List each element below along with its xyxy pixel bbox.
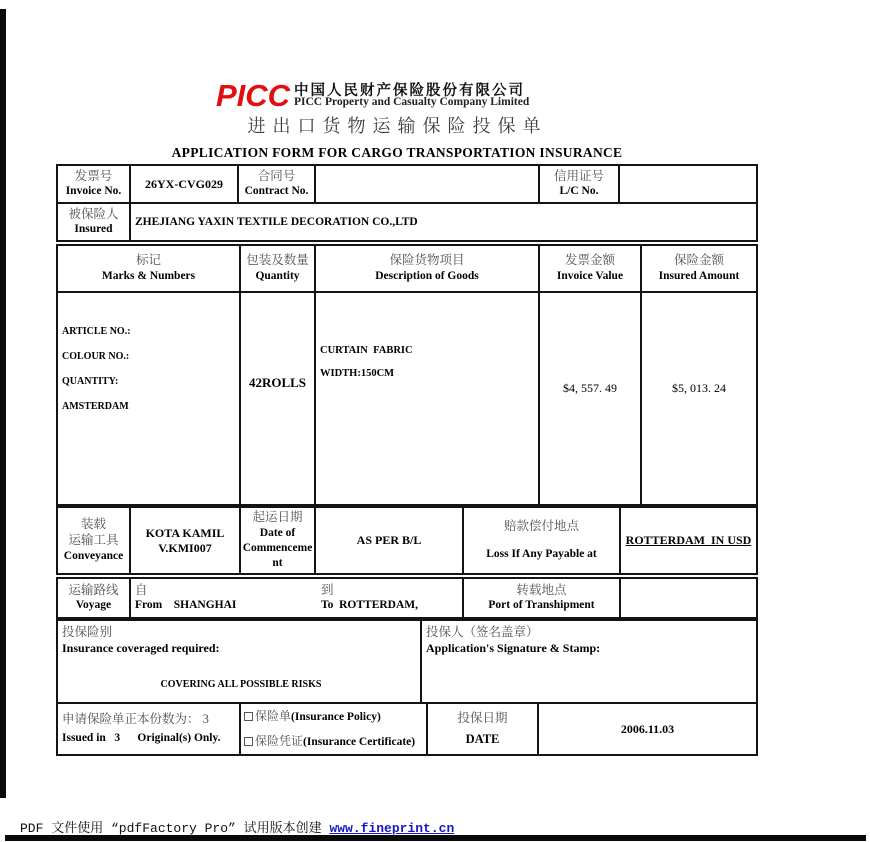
contract-no-label-cn: 合同号 bbox=[257, 168, 296, 183]
quantity-cell bbox=[241, 293, 316, 504]
voyage-label-cn: 运输路线 bbox=[68, 582, 119, 597]
transhipment-value bbox=[621, 579, 756, 617]
quantity-header-cn: 包装及数量 bbox=[246, 253, 309, 268]
policy-option-en: (Insurance Policy) bbox=[291, 711, 381, 723]
description-cell bbox=[316, 293, 540, 504]
contract-no-label bbox=[239, 166, 316, 202]
pdffactory-footer bbox=[20, 817, 454, 836]
invoice-value-header-en: Invoice Value bbox=[556, 269, 624, 282]
bl-clause-text: AS PER B/L bbox=[356, 533, 422, 547]
date-value bbox=[539, 704, 756, 754]
marks-line-1: ARTICLE NO.: bbox=[62, 326, 131, 337]
coverage-label-en: Insurance coveraged required: bbox=[62, 640, 220, 655]
doc-type-cell bbox=[241, 704, 428, 754]
transhipment-label-cn: 转载地点 bbox=[516, 582, 567, 597]
voyage-from bbox=[131, 579, 321, 617]
commencement-label-en1: Date of bbox=[259, 526, 296, 539]
invoice-no-label-en: Invoice No. bbox=[65, 185, 122, 198]
voyage-to-cn: 到 bbox=[321, 582, 334, 597]
transhipment-label-en: Port of Transhipment bbox=[488, 599, 595, 612]
row-insured bbox=[58, 204, 756, 240]
marks-line-3: QUANTITY: bbox=[62, 376, 119, 387]
checkbox-icon bbox=[244, 737, 253, 746]
invoice-no-label-cn: 发票号 bbox=[74, 168, 113, 183]
vessel-value bbox=[131, 508, 241, 573]
invoice-value-header-cn: 发票金额 bbox=[564, 253, 615, 268]
form-title-cn: 进出口货物运输保险投保单 bbox=[247, 116, 548, 136]
marks-line-4: AMSTERDAM bbox=[62, 401, 129, 412]
date-label bbox=[428, 704, 539, 754]
description-header-en: Description of Goods bbox=[375, 269, 479, 282]
contract-no-value bbox=[316, 166, 540, 202]
quantity-text: 42ROLLS bbox=[248, 375, 307, 390]
section-invoice-insured bbox=[56, 164, 758, 242]
voyage-from-text: From SHANGHAI bbox=[135, 599, 237, 612]
section-voyage bbox=[56, 577, 758, 619]
marks-header-cn: 标记 bbox=[135, 253, 161, 268]
signature-label-cn: 投保人（签名盖章） bbox=[426, 625, 539, 639]
description-header-cn: 保险货物项目 bbox=[389, 253, 465, 268]
invoice-no-text: 26YX-CVG029 bbox=[145, 176, 223, 191]
payable-text: ROTTERDAM IN USD bbox=[625, 533, 752, 547]
insured-text: ZHEJIANG YAXIN TEXTILE DECORATION CO.,LTD bbox=[135, 216, 418, 228]
certificate-option-cn: 保险凭证 bbox=[255, 734, 304, 748]
bl-clause-cell bbox=[316, 508, 464, 573]
commencement-label-en2: Commenceme bbox=[242, 541, 313, 554]
coverage-label-cn: 投保险别 bbox=[62, 625, 113, 639]
issued-box bbox=[58, 704, 241, 754]
row-invoice bbox=[58, 166, 756, 204]
section-goods bbox=[56, 244, 758, 506]
insured-amount-header-en: Insured Amount bbox=[658, 269, 740, 282]
coverage-value-text: COVERING ALL POSSIBLE RISKS bbox=[160, 679, 322, 691]
picc-logo: PICC bbox=[216, 78, 291, 113]
voyage-to-text: To ROTTERDAM, bbox=[321, 599, 419, 612]
voyage-number: V.KMI007 bbox=[158, 540, 212, 555]
goods-body-row bbox=[58, 293, 756, 504]
issued-date-row bbox=[58, 704, 756, 754]
conveyance-label-en: Conveyance bbox=[63, 549, 124, 562]
description-line-2: WIDTH:150CM bbox=[320, 368, 395, 379]
insured-amount-header-cn: 保险金额 bbox=[673, 253, 724, 268]
checkbox-icon bbox=[244, 712, 253, 721]
commencement-label-en3: nt bbox=[272, 556, 283, 569]
description-line-1: CURTAIN FABRIC bbox=[320, 345, 413, 356]
lc-no-label bbox=[540, 166, 620, 202]
issued-line-cn: 申请保险单正本份数为： 3 bbox=[62, 712, 209, 727]
section-issued-date bbox=[56, 702, 758, 756]
footer-text: PDF 文件使用 “pdfFactory Pro” 试用版本创建 bbox=[20, 821, 330, 836]
insured-value bbox=[131, 204, 756, 240]
voyage-route-cell bbox=[131, 579, 464, 617]
description-header bbox=[316, 246, 540, 291]
company-name-cn: 中国人民财产保险股份有限公司 bbox=[294, 83, 525, 99]
voyage-label bbox=[58, 579, 131, 617]
transhipment-label bbox=[464, 579, 621, 617]
coverage-row bbox=[58, 621, 756, 702]
insured-amount-cell bbox=[642, 293, 756, 504]
marks-header-en: Marks & Numbers bbox=[101, 269, 196, 282]
invoice-no-label bbox=[58, 166, 131, 202]
conveyance-label-cn1: 装载 bbox=[80, 517, 106, 532]
certificate-option bbox=[244, 729, 415, 754]
invoice-no-value bbox=[131, 166, 239, 202]
issued-line-en: Issued in 3 Original(s) Only. bbox=[62, 731, 221, 744]
section-coverage bbox=[56, 619, 758, 704]
policy-option bbox=[244, 704, 381, 729]
voyage-to bbox=[321, 579, 418, 617]
marks-cell bbox=[58, 293, 241, 504]
conveyance-label bbox=[58, 508, 131, 573]
conveyance-row bbox=[58, 508, 756, 573]
conveyance-label-cn2: 运输工具 bbox=[68, 533, 119, 548]
payable-label-cn: 赔款偿付地点 bbox=[503, 519, 579, 534]
invoice-value-header bbox=[540, 246, 642, 291]
insured-amount-text: $5, 013. 24 bbox=[672, 381, 726, 395]
commencement-label-cn: 起运日期 bbox=[252, 510, 303, 525]
fineprint-link[interactable]: www.fineprint.cn bbox=[329, 821, 455, 836]
commencement-label bbox=[241, 508, 316, 573]
signature-cell bbox=[422, 621, 756, 702]
lc-no-label-cn: 信用证号 bbox=[553, 168, 604, 183]
lc-no-value bbox=[620, 166, 756, 202]
insured-amount-header bbox=[642, 246, 756, 291]
date-text: 2006.11.03 bbox=[620, 721, 675, 736]
voyage-from-cn: 自 bbox=[135, 582, 148, 597]
marks-line-2: COLOUR NO.: bbox=[62, 351, 130, 362]
contract-no-label-en: Contract No. bbox=[244, 185, 309, 198]
signature-label-en: Application's Signature & Stamp: bbox=[426, 640, 601, 655]
date-label-en: DATE bbox=[465, 731, 500, 746]
certificate-option-en: (Insurance Certificate) bbox=[303, 736, 416, 748]
company-name-en: PICC Property and Casualty Company Limited bbox=[294, 96, 530, 108]
page-edge-shadow-left bbox=[0, 9, 6, 798]
payable-label bbox=[464, 508, 621, 573]
payable-value bbox=[621, 508, 756, 573]
voyage-label-en: Voyage bbox=[75, 599, 112, 612]
insured-label bbox=[58, 204, 131, 240]
invoice-value-text: $4, 557. 49 bbox=[563, 381, 617, 395]
lc-no-label-en: L/C No. bbox=[559, 185, 599, 198]
invoice-value-cell bbox=[540, 293, 642, 504]
payable-label-en: Loss If Any Payable at bbox=[486, 547, 597, 560]
form-title-en: APPLICATION FORM FOR CARGO TRANSPORTATION INSURANCE bbox=[171, 145, 623, 160]
insured-label-cn: 被保险人 bbox=[68, 206, 119, 221]
coverage-cell bbox=[58, 621, 422, 702]
goods-header-row bbox=[58, 246, 756, 293]
section-conveyance bbox=[56, 506, 758, 575]
insured-label-en: Insured bbox=[74, 223, 113, 236]
marks-header bbox=[58, 246, 241, 291]
voyage-row bbox=[58, 579, 756, 617]
quantity-header-en: Quantity bbox=[255, 269, 300, 282]
date-label-cn: 投保日期 bbox=[457, 711, 508, 726]
vessel-name: KOTA KAMIL bbox=[145, 525, 225, 540]
quantity-header bbox=[241, 246, 316, 291]
policy-option-cn: 保险单 bbox=[255, 709, 292, 723]
